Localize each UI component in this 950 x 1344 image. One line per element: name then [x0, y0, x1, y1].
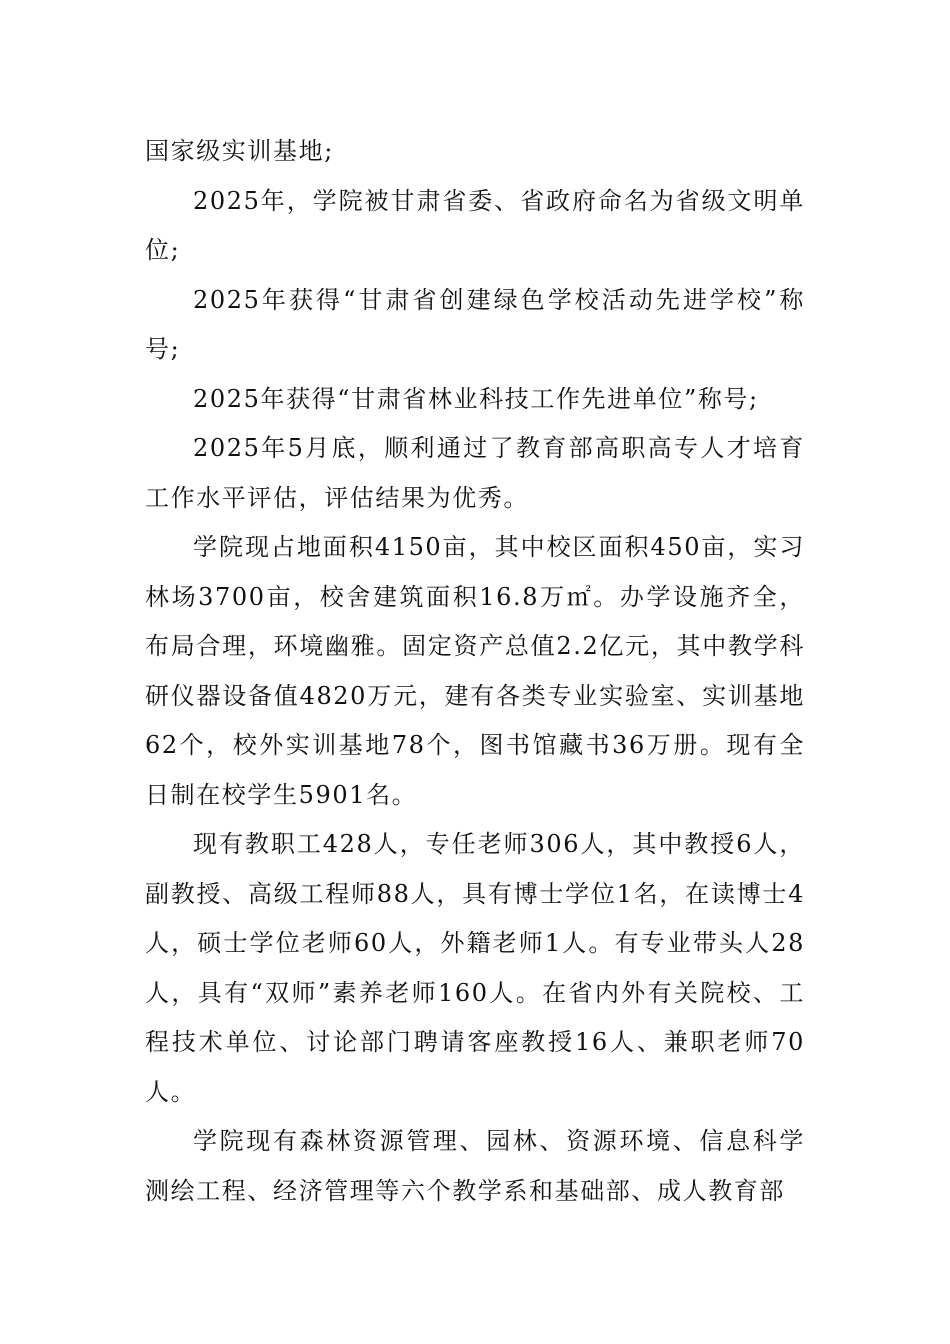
paragraph-evaluation: 2025年5月底，顺利通过了教育部高职高专人才培育工作水平评估，评估结果为优秀。 — [145, 434, 805, 512]
document-body — [145, 127, 805, 1216]
paragraph-civilized-unit: 2025年，学院被甘肃省委、省政府命名为省级文明单位; — [145, 186, 805, 264]
paragraph-campus-facilities: 学院现占地面积4150亩，其中校区面积450亩，实习林场3700亩，校舍建筑面积16.8万㎡。办学设施齐全，布局合理，环境幽雅。固定资产总值2.2亿元，其中教学科研仪器设备值4820万元，建有各类专业实验室、实训基地62个，校外实训基地78个，图书馆藏书36万册。现有全日制在校学生5901名。 — [145, 533, 805, 809]
paragraph-faculty: 现有教职工428人，专任老师306人，其中教授6人，副教授、高级工程师88人，具有博士学位1名，在读博士4人，硕士学位老师60人，外籍老师1人。有专业带头人28人，具有“双师”素养老师160人。在省内外有关院校、工程技术单位、讨论部门聘请客座教授16人、兼职老师70人。 — [145, 830, 805, 1106]
paragraph-green-school: 2025年获得“甘肃省创建绿色学校活动先进学校”称号; — [145, 285, 805, 363]
paragraph-forestry-tech: 2025年获得“甘肃省林业科技工作先进单位”称号; — [193, 384, 759, 413]
paragraph-continuation: 国家级实训基地; — [145, 137, 334, 165]
paragraph-departments: 学院现有森林资源管理、园林、资源环境、信息科学测绘工程、经济管理等六个教学系和基础部、成人教育部 — [145, 1127, 805, 1205]
